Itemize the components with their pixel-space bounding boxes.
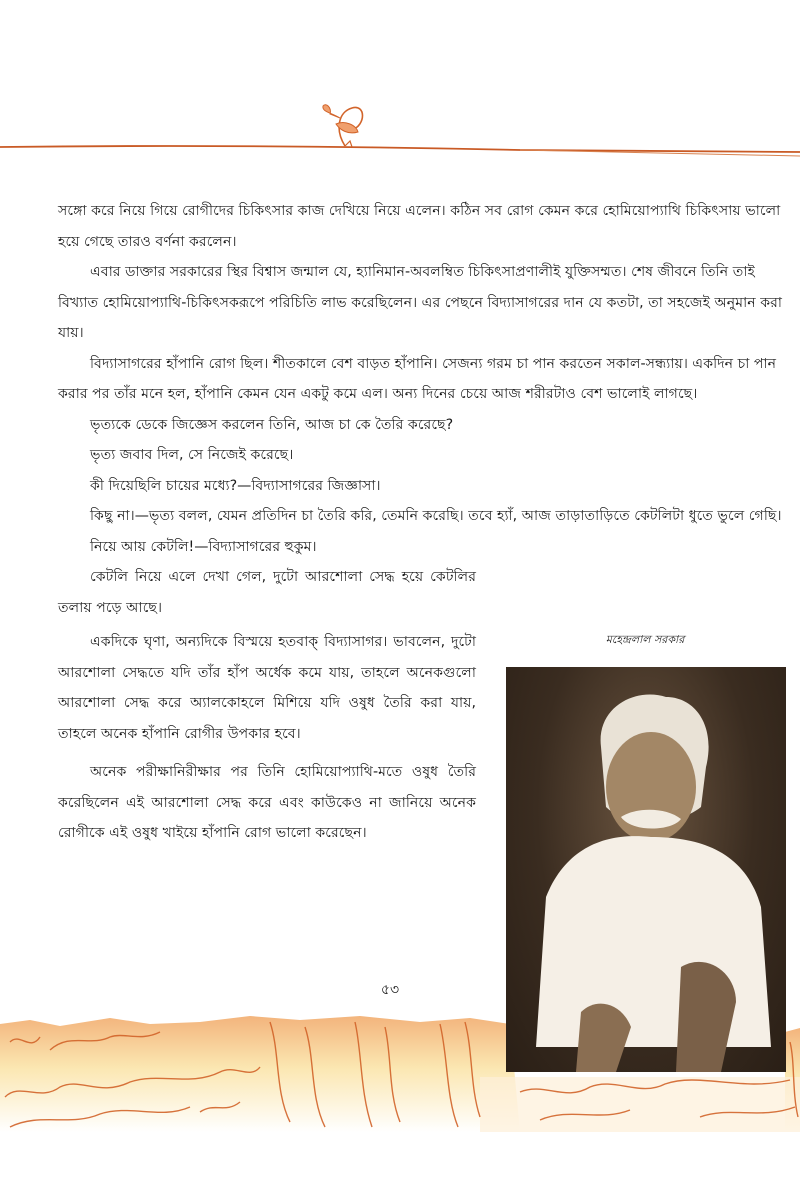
header-ornament — [0, 0, 800, 170]
hand-shape — [676, 962, 736, 1072]
paragraph: সঙ্গো করে নিয়ে গিয়ে রোগীদের চিকিৎসার কাজ দেখিয়ে নিয়ে এলেন। কঠিন সব রোগ কেমন করে হোমিয়োপ্যাথি চিকিৎসায় ভালো হয়ে গেছে তারও বর্ণনা করলেন। — [58, 203, 781, 250]
torn-paper-edge — [480, 1077, 800, 1132]
paragraph: কী দিয়েছিলি চায়ের মধ্যে?—বিদ্যাসাগরের জিজ্ঞাসা। — [90, 477, 381, 494]
paragraph: একদিকে ঘৃণা, অন্যদিকে বিস্ময়ে হতবাক্ বিদ্যাসাগর। ভাবলেন, দুটো আরশোলা সেদ্ধতে যদি তাঁর হাঁপ অর্ধেক কমে যায়, তাহলে অনেকগুলো আরশোলা সেদ্ধ করে অ্যালকোহলে মিশিয়ে যদি ওষুধ তৈরি করা যায়, তাহলে অনেক হাঁপানি রোগীর উপকার হবে। — [58, 634, 476, 742]
paragraph: এবার ডাক্তার সরকারের স্থির বিশ্বাস জন্মাল যে, হ্যানিমান-অবলম্বিত চিকিৎসাপ্রণালীই যুক্তিসম্মত। শেষ জীবনে তিনি তাই বিখ্যাত হোমিয়োপ্যাথি-চিকিৎসকরূপে পরিচিতি লাভ করেছিলেন। এর পেছনে বিদ্যাসাগরের দান যে কতটা, তা সহজেই অনুমান করা যায়। — [58, 264, 783, 341]
page-number: ৫৩ — [380, 982, 400, 998]
header-rule — [0, 146, 800, 152]
paragraph: অনেক পরীক্ষানিরীক্ষার পর তিনি হোমিয়োপ্যাথি-মতে ওষুধ তৈরি করেছিলেন এই আরশোলা সেদ্ধ করে এবং কাউকেও না জানিয়ে অনেক রোগীকে এই ওষুধ খাইয়ে হাঁপানি রোগ ভালো করেছেন। — [58, 764, 476, 841]
paragraph: ভৃত্যকে ডেকে জিজ্ঞেস করলেন তিনি, আজ চা কে তৈরি করেছে? — [90, 416, 454, 433]
hand-shape — [576, 1004, 631, 1072]
paragraph: নিয়ে আয় কেটলি!—বিদ্যাসাগরের হুকুম। — [90, 538, 317, 555]
photo-caption: মহেন্দ্রলাল সরকার — [605, 633, 685, 646]
paragraph: কিছু না।—ভৃত্য বলল, যেমন প্রতিদিন চা তৈরি করি, তেমনি করেছি। তবে হ্যাঁ, আজ তাড়াতাড়িতে কেটলিটা ধুতে ভুলে গেছি। — [90, 508, 782, 524]
paragraph: ভৃত্য জবাব দিল, সে নিজেই করেছে। — [90, 447, 294, 463]
flourish-icon — [323, 105, 363, 147]
portrait-photo — [506, 667, 786, 1072]
paragraph: বিদ্যাসাগরের হাঁপানি রোগ ছিল। শীতকালে বেশ বাড়ত হাঁপানি। সেজন্য গরম চা পান করতেন সকাল-সন্ধ্যায়। একদিন চা পান করার পর তাঁর মনে হল, হাঁপানি কেমন যেন একটু কমে এল। অন্য দিনের চেয়ে আজ শরীরটাও বেশ ভালোই লাগছে। — [58, 355, 777, 402]
shirt-shape — [536, 836, 771, 1047]
paragraph: কেটলি নিয়ে এলে দেখা গেল, দুটো আরশোলা সেদ্ধ হয়ে কেটলির তলায় পড়ে আছে। — [58, 569, 476, 616]
